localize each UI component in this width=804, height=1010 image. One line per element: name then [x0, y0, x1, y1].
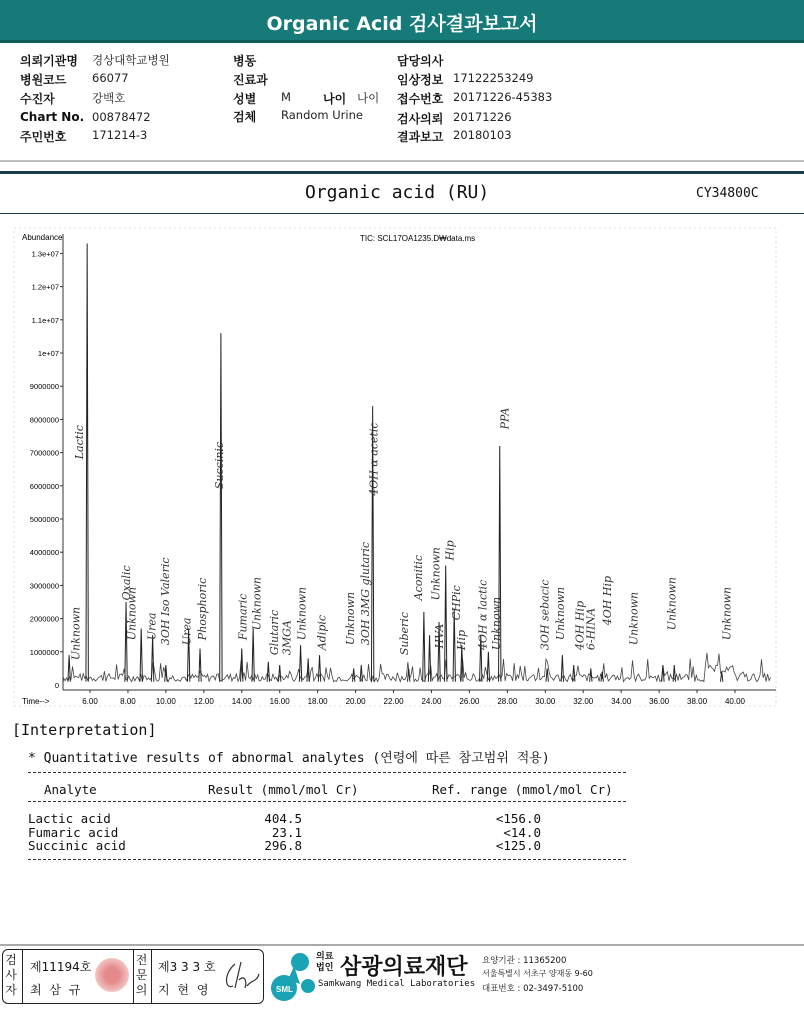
- y-tick-label-zero: 0: [54, 681, 59, 690]
- peak-annotation: Urea: [145, 612, 159, 641]
- info-value: 17122253249: [453, 71, 534, 85]
- peak: [86, 243, 88, 681]
- peak-annotation: Unknown: [489, 596, 503, 651]
- x-tick-label: 28.00: [497, 697, 518, 706]
- info-label: 의뢰기관명: [20, 54, 78, 68]
- peak-annotation: Unknown: [69, 606, 83, 661]
- info-value: 경상대학교병원: [92, 53, 170, 67]
- info-label: Chart No.: [20, 110, 85, 124]
- specialist-label: 전문의: [135, 953, 148, 997]
- info-value: 20180103: [453, 128, 512, 142]
- org-prefix: 의료법인: [316, 952, 334, 973]
- info-value: 20171226-45383: [453, 90, 553, 104]
- chart-title: TIC: SCL17OA1235.D₩data.ms: [360, 234, 476, 243]
- x-tick-label: 40.00: [724, 697, 745, 706]
- info-label: 결과보고: [397, 130, 444, 144]
- x-tick-label: 20.00: [345, 697, 366, 706]
- peak-annotation: 3OH Iso Valeric: [158, 557, 172, 646]
- divider: [151, 950, 152, 1003]
- x-tick-label: 14.00: [231, 697, 252, 706]
- peak-annotation: HVA: [432, 623, 446, 649]
- peak: [267, 662, 269, 682]
- chromatogram-chart: [0, 220, 804, 715]
- analyte-ref-range: <125.0: [495, 838, 541, 853]
- org-code: 요양기관 : 11365200: [482, 956, 567, 966]
- peak-annotation: Phosphoric: [195, 577, 209, 641]
- info-value: 171214-3: [92, 128, 148, 142]
- peak-annotation: 3OH 3MG glutaric: [359, 541, 373, 646]
- peak: [423, 612, 425, 682]
- x-tick-label: 24.00: [421, 697, 442, 706]
- divider: [0, 171, 804, 174]
- peak-annotation: CHPic: [450, 585, 464, 621]
- peak: [662, 665, 664, 682]
- x-tick-label: 6.00: [82, 697, 98, 706]
- col-header-result: Result (mmol/mol Cr): [208, 782, 359, 797]
- y-tick-label: 1e+07: [37, 349, 59, 358]
- analyte-result: 23.1: [271, 824, 302, 840]
- y-tick-label: 6000000: [29, 481, 59, 491]
- peak-annotation: Unknown: [627, 591, 641, 646]
- peak-annotation: Fumaric: [236, 593, 250, 641]
- x-tick-label: 38.00: [687, 697, 708, 706]
- peak-annotation: Lactic: [72, 425, 86, 460]
- peak-annotation: Unknown: [295, 586, 309, 641]
- table-rule: [28, 859, 626, 860]
- y-tick-label: 1.1e+07: [31, 315, 59, 325]
- info-value: M: [281, 90, 291, 104]
- peak-annotation: Unknown: [665, 576, 679, 631]
- analyte-ref-range: <14.0: [503, 824, 541, 840]
- divider: [0, 213, 804, 214]
- peak: [360, 665, 362, 682]
- table-rule: [28, 801, 626, 802]
- peak-annotation: 4OH α lactic: [476, 579, 490, 651]
- signature: [221, 960, 261, 992]
- y-tick-label: 5000000: [29, 515, 59, 524]
- analyte-name: Succinic acid: [28, 838, 126, 853]
- peak: [199, 648, 201, 681]
- x-tick-label: 36.00: [649, 697, 670, 706]
- peak: [299, 645, 301, 682]
- x-tick-label: 18.00: [307, 697, 328, 706]
- peak-annotation: Hip: [454, 629, 468, 651]
- peak-annotation: Aconitic: [411, 554, 425, 601]
- peak: [220, 333, 222, 682]
- analyte-result: 296.8: [264, 838, 302, 853]
- x-tick-label: 8.00: [120, 697, 136, 706]
- analyte-name: Fumaric acid: [28, 824, 119, 840]
- interpretation-heading: [Interpretation]: [12, 721, 157, 739]
- x-tick-label: 16.00: [269, 697, 290, 706]
- peak: [252, 629, 254, 682]
- x-axis-label: Time-->: [22, 697, 50, 706]
- x-tick-label: 22.00: [383, 697, 404, 706]
- x-tick-label: 32.00: [573, 697, 594, 706]
- info-label: 병동: [233, 54, 257, 68]
- y-tick-label: 7000000: [29, 448, 59, 458]
- divider: [0, 160, 804, 162]
- org-name: 삼광의료재단: [340, 955, 468, 980]
- peak-annotation: Oxalic: [119, 565, 133, 601]
- peak-annotation: 6-HINA: [584, 607, 598, 651]
- info-label: 진료과: [233, 73, 268, 87]
- info-label: 접수번호: [397, 92, 444, 106]
- y-tick-label: 2000000: [29, 614, 59, 624]
- peak: [307, 658, 309, 681]
- peak: [318, 655, 320, 682]
- x-tick-label: 30.00: [535, 697, 556, 706]
- sml-logo-icon: [268, 950, 320, 1002]
- info-label: 임상정보: [397, 73, 444, 87]
- peak-annotation: Unknown: [720, 586, 734, 641]
- peak-annotation: Unknown: [125, 586, 139, 641]
- specialist-name: 지 현 영: [158, 983, 211, 997]
- x-tick-label: 26.00: [459, 697, 480, 706]
- y-tick-label: 9000000: [29, 382, 59, 392]
- peak-annotation: Hip: [443, 540, 457, 561]
- report-header: [0, 0, 804, 43]
- signature-box: [2, 949, 264, 1004]
- y-tick-label: 8000000: [29, 415, 59, 425]
- tic-trace: [63, 653, 770, 682]
- peak: [140, 629, 142, 682]
- org-address: 서울특별시 서초구 양재동 9-60: [482, 969, 593, 978]
- peak-annotation: 4OH Hip: [573, 600, 587, 651]
- info-label: 검사의뢰: [397, 112, 444, 126]
- peak-annotation: PPA: [498, 407, 512, 430]
- info-value: 00878472: [92, 110, 151, 124]
- peak-annotation: Unknown: [250, 576, 264, 631]
- info-label: 담당의사: [397, 54, 444, 68]
- peak: [487, 652, 489, 682]
- peak-annotation: Suberic: [397, 612, 411, 656]
- examiner-name: 최 삼 규: [30, 983, 83, 997]
- peak: [151, 635, 153, 681]
- info-label: 병원코드: [20, 73, 67, 87]
- peak-annotation: Unknown: [343, 591, 357, 646]
- analyte-result: 404.5: [264, 811, 302, 826]
- seal-stamp: [95, 958, 129, 992]
- examiner-label: 검사자: [5, 953, 17, 997]
- test-code: CY34800C: [696, 186, 759, 201]
- divider: [0, 944, 804, 946]
- peak-annotation: 3MGA: [280, 620, 294, 656]
- peak-annotation: Succinic: [212, 441, 226, 490]
- col-header-analyte: Analyte: [44, 782, 97, 797]
- x-tick-label: 10.00: [155, 697, 176, 706]
- info-value: 나이: [357, 91, 380, 105]
- peak-annotation: Unknown: [554, 586, 568, 641]
- peak: [428, 635, 430, 681]
- info-value: 66077: [92, 71, 129, 85]
- info-label: 수진자: [20, 92, 55, 106]
- peak: [352, 668, 354, 681]
- y-tick-label: 1.3e+07: [31, 249, 59, 259]
- y-axis-label: Abundance: [22, 233, 63, 242]
- info-label: 성별: [233, 92, 257, 106]
- info-label: 나이: [323, 92, 347, 106]
- peak-annotation: 4OH α acetic: [367, 422, 381, 496]
- analyte-ref-range: <156.0: [495, 811, 541, 826]
- peak-annotation: 4OH Hip: [600, 575, 614, 626]
- peak: [165, 665, 167, 682]
- x-tick-label: 12.00: [193, 697, 214, 706]
- y-tick-label: 1.2e+07: [31, 282, 59, 292]
- info-value: Random Urine: [281, 108, 363, 122]
- info-value: 강백호: [92, 91, 126, 105]
- peak: [407, 668, 409, 681]
- y-tick-label: 3000000: [29, 581, 59, 591]
- examiner-number: 제11194호: [30, 960, 92, 974]
- peak: [546, 668, 548, 681]
- info-label: 검체: [233, 110, 257, 124]
- info-label: 주민번호: [20, 130, 67, 144]
- peak-annotation: Unknown: [429, 547, 443, 601]
- org-phone: 대표번호 : 02-3497-5100: [482, 984, 584, 994]
- specialist-number: 제3 3 3 호: [158, 960, 216, 974]
- analyte-name: Lactic acid: [28, 811, 111, 826]
- info-value: 20171226: [453, 110, 512, 124]
- table-rule: [28, 772, 626, 773]
- report-title: Organic Acid 검사결과보고서: [266, 13, 538, 35]
- y-tick-label: 1000000: [29, 647, 59, 657]
- peak: [279, 665, 281, 682]
- org-english-name: Samkwang Medical Laboratories: [318, 979, 476, 989]
- interpretation-subtitle: * Quantitative results of abnormal analytes (연령에 따른 참고범위 적용): [28, 751, 550, 766]
- peak-annotation: Urea: [180, 617, 194, 646]
- x-tick-label: 34.00: [611, 697, 632, 706]
- peak-annotation: 3OH sebacic: [538, 579, 552, 651]
- section-title: Organic acid (RU): [305, 182, 490, 203]
- peak: [590, 668, 592, 681]
- y-tick-label: 4000000: [29, 548, 59, 558]
- divider: [22, 950, 23, 1003]
- col-header-ref: Ref. range (mmol/mol Cr): [432, 782, 613, 797]
- logo-text: SML: [276, 985, 293, 994]
- peak-annotation: Glutaric: [268, 609, 282, 656]
- peak-annotation: Adipic: [315, 614, 329, 651]
